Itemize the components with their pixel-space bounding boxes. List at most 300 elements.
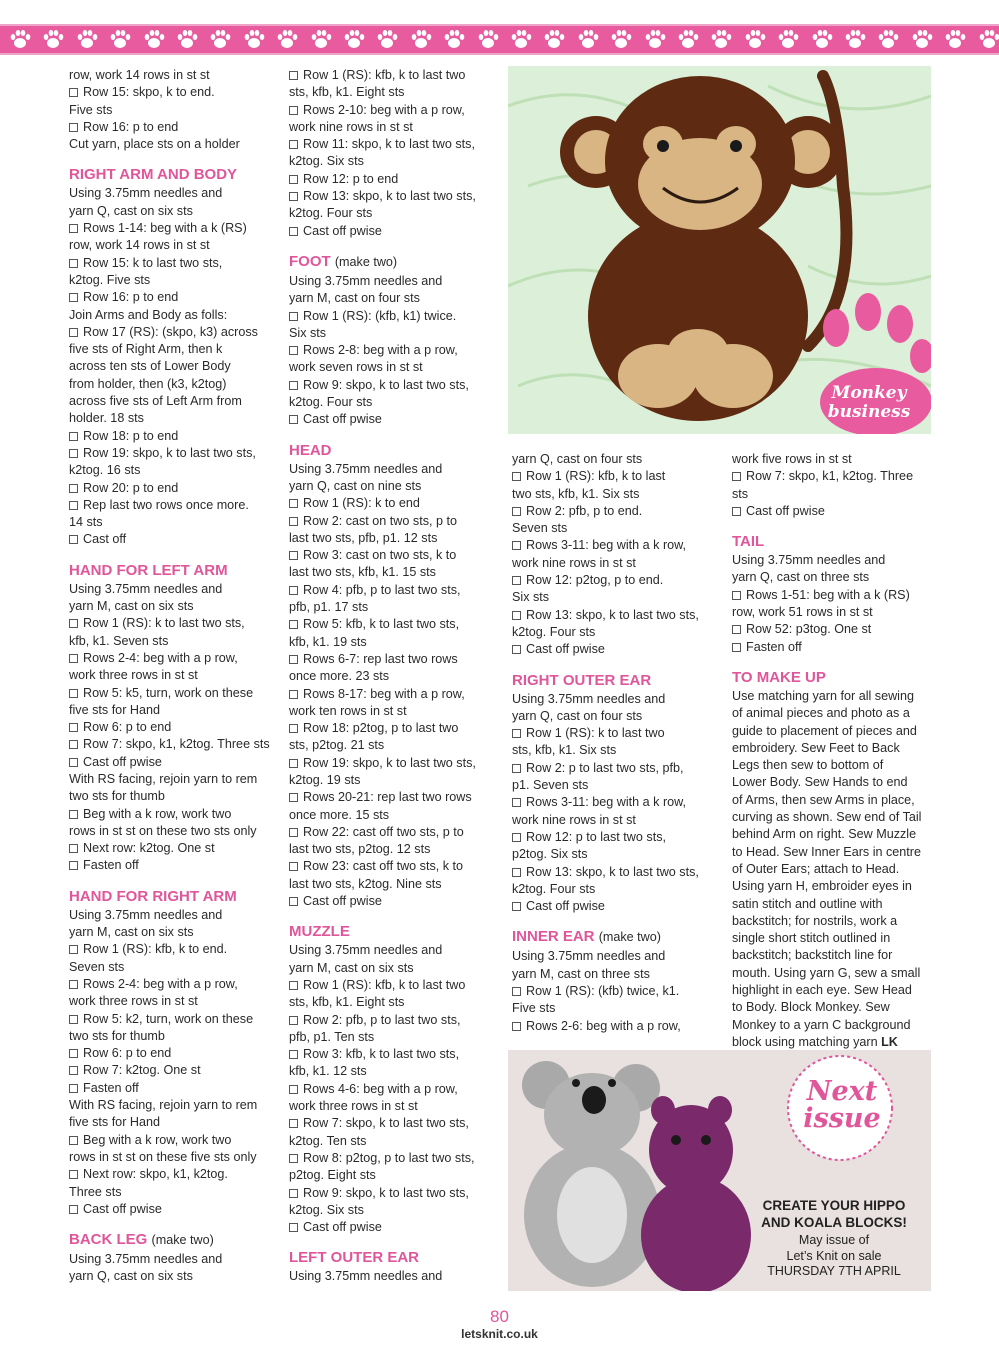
site-url[interactable]: letsknit.co.uk bbox=[461, 1327, 538, 1341]
text-line: Next row: k2tog. One st bbox=[83, 841, 215, 856]
checkbox-icon bbox=[512, 576, 521, 585]
text-line: Row 1 (RS): (kfb, k1) twice. bbox=[303, 308, 457, 323]
text-line: Row 1 (RS): kfb, k to end. bbox=[83, 942, 228, 957]
heading-head: HEAD bbox=[289, 441, 332, 459]
text-line: Row 7: skpo, k to last two sts, bbox=[303, 1116, 469, 1131]
text-line: Fasten off bbox=[83, 1080, 139, 1095]
paw-icon bbox=[676, 28, 700, 50]
text-line: Row 8: p2tog, p to last two sts, bbox=[303, 1150, 475, 1165]
text-line: Using 3.75mm needles and bbox=[69, 581, 223, 596]
text-line: k2tog. Five sts bbox=[69, 272, 151, 287]
heading-foot bbox=[289, 252, 494, 272]
checkbox-icon bbox=[289, 192, 298, 201]
headline-line: AND KOALA BLOCKS! bbox=[761, 1215, 907, 1230]
badge-line: business bbox=[827, 402, 911, 422]
paw-icon bbox=[643, 28, 667, 50]
text-line: k2tog. Six sts bbox=[289, 1202, 364, 1217]
paw-icon bbox=[142, 28, 166, 50]
paw-icon bbox=[977, 28, 999, 50]
checkbox-icon bbox=[512, 833, 521, 842]
text-line: yarn Q, cast on six sts bbox=[69, 203, 193, 218]
text-line: mouth. Using yarn G, sew a small bbox=[732, 965, 921, 980]
checkbox-icon bbox=[69, 123, 78, 132]
text-line: once more. 23 sts bbox=[289, 669, 390, 684]
text-line: Row 22: cast off two sts, p to bbox=[303, 824, 464, 839]
sign-off: LK bbox=[881, 1034, 898, 1049]
checkbox-icon bbox=[512, 507, 521, 516]
checkbox-icon bbox=[69, 980, 78, 989]
checkbox-icon bbox=[69, 449, 78, 458]
heading-note: (make two) bbox=[151, 1233, 214, 1248]
text-line: Row 1 (RS): (kfb) twice, k1. bbox=[526, 984, 680, 999]
checkbox-icon bbox=[289, 586, 298, 595]
text-line: to Body. Block Monkey. Sew bbox=[732, 1000, 890, 1015]
text-line: Cut yarn, place sts on a holder bbox=[69, 137, 240, 152]
text-line: Using 3.75mm needles and bbox=[732, 553, 886, 568]
checkbox-icon bbox=[289, 897, 298, 906]
text-line: of animal pieces and photo as a bbox=[732, 706, 910, 721]
text-line: k2tog. Four sts bbox=[512, 881, 596, 896]
text-line: work ten rows in st st bbox=[289, 703, 407, 718]
paw-icon bbox=[242, 28, 266, 50]
text-line: two sts for thumb bbox=[69, 1028, 165, 1043]
paw-icon bbox=[810, 28, 834, 50]
checkbox-icon bbox=[69, 1015, 78, 1024]
text-line: Cast off pwise bbox=[746, 503, 825, 518]
text-line: from holder, then (k3, k2tog) bbox=[69, 376, 227, 391]
checkbox-icon bbox=[289, 415, 298, 424]
text-line: Six sts bbox=[512, 590, 550, 605]
text-line: Rows 2-4: beg with a p row, bbox=[83, 976, 238, 991]
checkbox-icon bbox=[512, 868, 521, 877]
text-line: Cast off pwise bbox=[303, 223, 382, 238]
text-line: work three rows in st st bbox=[69, 668, 198, 683]
checkbox-icon bbox=[512, 541, 521, 550]
paw-icon bbox=[943, 28, 967, 50]
text-line: Beg with a k row, work two bbox=[83, 806, 232, 821]
text-line: Row 6: p to end bbox=[83, 1046, 172, 1061]
checkbox-icon bbox=[732, 472, 741, 481]
text-line: yarn M, cast on four sts bbox=[289, 291, 420, 306]
text-line: yarn M, cast on six sts bbox=[69, 925, 194, 940]
text-line: five sts for Hand bbox=[69, 702, 160, 717]
checkbox-icon bbox=[289, 1154, 298, 1163]
paw-icon bbox=[442, 28, 466, 50]
text-line: Row 23: cast off two sts, k to bbox=[303, 859, 464, 874]
text-line: Row 1 (RS): kfb, k to last two bbox=[303, 977, 466, 992]
heading-right-outer-ear: RIGHT OUTER EAR bbox=[512, 671, 652, 689]
paw-icon bbox=[776, 28, 800, 50]
text-line: Row 5: k5, turn, work on these bbox=[83, 685, 254, 700]
paw-icon bbox=[542, 28, 566, 50]
text-line: backstitch; backstitch line for bbox=[732, 948, 893, 963]
text-line: Rep last two rows once more. bbox=[83, 497, 249, 512]
checkbox-icon bbox=[69, 1136, 78, 1145]
paw-icon bbox=[75, 28, 99, 50]
text-line: Fasten off bbox=[83, 858, 139, 873]
text-line: Cast off pwise bbox=[526, 642, 605, 657]
text-line: sts, kfb, k1. Eight sts bbox=[289, 85, 405, 100]
paw-icon bbox=[476, 28, 500, 50]
text-line: kfb, k1. 19 sts bbox=[289, 634, 367, 649]
text-line: yarn Q, cast on six sts bbox=[69, 1269, 193, 1284]
column-1 bbox=[69, 67, 274, 1286]
text-line: Join Arms and Body as folls: bbox=[69, 307, 228, 322]
info-line: May issue of bbox=[798, 1233, 870, 1247]
checkbox-icon bbox=[289, 227, 298, 236]
text-line: Row 9: skpo, k to last two sts, bbox=[303, 377, 469, 392]
text-line: Rows 2-8: beg with a p row, bbox=[303, 343, 458, 358]
checkbox-icon bbox=[289, 1223, 298, 1232]
checkbox-icon bbox=[289, 381, 298, 390]
text-line: five sts for Hand bbox=[69, 1115, 160, 1130]
text-line: row, work 14 rows in st st bbox=[69, 68, 210, 82]
badge-line: Monkey bbox=[831, 383, 907, 403]
text-line: kfb, k1. 12 sts bbox=[289, 1064, 367, 1079]
monkey-illustration bbox=[508, 66, 931, 434]
text-line: work three rows in st st bbox=[289, 1099, 418, 1114]
text-line: Row 7: skpo, k1, k2tog. Three sts bbox=[732, 469, 914, 501]
text-line: behind Arm on right. Sew Muzzle bbox=[732, 827, 917, 842]
text-line: Row 12: p to last two sts, bbox=[526, 829, 666, 844]
text-line: work nine rows in st st bbox=[289, 119, 413, 134]
heading-muzzle: MUZZLE bbox=[289, 923, 350, 941]
text-line: Row 1 (RS): kfb, k to last two bbox=[303, 68, 466, 82]
text-line: across ten sts of Lower Body bbox=[69, 359, 231, 374]
text-line: Row 4: pfb, p to last two sts, bbox=[303, 582, 461, 597]
text-line: Row 2: p to last two sts, pfb, bbox=[526, 760, 684, 775]
text-line: Row 13: skpo, k to last two sts, bbox=[526, 607, 699, 622]
heading-note: (make two) bbox=[598, 930, 661, 945]
heading-note: (make two) bbox=[334, 254, 398, 269]
checkbox-icon bbox=[69, 1084, 78, 1093]
paw-icon bbox=[843, 28, 867, 50]
checkbox-icon bbox=[69, 328, 78, 337]
checkbox-icon bbox=[69, 224, 78, 233]
column-3 bbox=[512, 451, 722, 1035]
checkbox-icon bbox=[289, 346, 298, 355]
text-line: Cast off pwise bbox=[526, 899, 605, 914]
text-line: last two sts, p2tog. 12 sts bbox=[289, 842, 431, 857]
text-line: With RS facing, rejoin yarn to rem bbox=[69, 771, 258, 786]
checkbox-icon bbox=[69, 535, 78, 544]
checkbox-icon bbox=[69, 88, 78, 97]
paw-icon bbox=[743, 28, 767, 50]
text-line: Rows 2-6: beg with a p row, bbox=[526, 1018, 681, 1033]
text-line: Row 12: p2tog, p to end. bbox=[526, 573, 664, 588]
page-number: 80 bbox=[490, 1307, 509, 1326]
text-line: last two sts, pfb, p1. 12 sts bbox=[289, 530, 438, 545]
paw-icon bbox=[876, 28, 900, 50]
checkbox-icon bbox=[289, 1050, 298, 1059]
text-line: last two sts, kfb, k1. 15 sts bbox=[289, 565, 436, 580]
checkbox-icon bbox=[69, 484, 78, 493]
text-line: yarn Q, cast on four sts bbox=[512, 452, 643, 466]
text-line: Row 16: p to end bbox=[83, 290, 179, 305]
text-line: Using 3.75mm needles and bbox=[69, 907, 223, 922]
text-line: yarn M, cast on six sts bbox=[289, 960, 414, 975]
checkbox-icon bbox=[289, 71, 298, 80]
checkbox-icon bbox=[69, 1170, 78, 1179]
checkbox-icon bbox=[69, 758, 78, 767]
paw-icon bbox=[910, 28, 934, 50]
text-line: block using matching yarn bbox=[732, 1034, 878, 1049]
next-issue-info bbox=[742, 1233, 926, 1280]
heading-text: INNER EAR bbox=[512, 928, 595, 946]
text-line: embroidery. Sew Feet to Back bbox=[732, 740, 900, 755]
paw-icon bbox=[375, 28, 399, 50]
checkbox-icon bbox=[732, 591, 741, 600]
text-line: yarn Q, cast on four sts bbox=[512, 708, 643, 723]
heading-tail: TAIL bbox=[732, 533, 765, 551]
heading-text: FOOT bbox=[289, 252, 331, 270]
text-line: Legs then sew to bottom of bbox=[732, 758, 884, 773]
text-line: Five sts bbox=[69, 102, 113, 117]
text-line: Using 3.75mm needles and bbox=[289, 461, 443, 476]
paw-icon bbox=[709, 28, 733, 50]
text-line: k2tog. Four sts bbox=[512, 624, 596, 639]
text-line: Using 3.75mm needles and bbox=[69, 186, 223, 201]
checkbox-icon bbox=[69, 740, 78, 749]
text-line: Row 19: skpo, k to last two sts, bbox=[83, 445, 256, 460]
text-line: Rows 2-4: beg with a p row, bbox=[83, 650, 238, 665]
text-line: Row 19: skpo, k to last two sts, bbox=[303, 755, 476, 770]
checkbox-icon bbox=[69, 501, 78, 510]
checkbox-icon bbox=[732, 643, 741, 652]
text-line: satin stitch and outline with bbox=[732, 896, 883, 911]
text-line: Rows 8-17: beg with a p row, bbox=[303, 686, 465, 701]
checkbox-icon bbox=[512, 902, 521, 911]
headline-line: CREATE YOUR HIPPO bbox=[762, 1198, 906, 1213]
text-line: Row 17 (RS): (skpo, k3) across bbox=[83, 324, 258, 339]
text-line: Using 3.75mm needles and bbox=[512, 949, 666, 964]
text-line: yarn Q, cast on three sts bbox=[732, 570, 870, 585]
text-line: Next row: skpo, k1, k2tog. bbox=[83, 1167, 228, 1182]
checkbox-icon bbox=[69, 1049, 78, 1058]
paw-icon bbox=[509, 28, 533, 50]
text-line: Rows 6-7: rep last two rows bbox=[303, 651, 458, 666]
text-line: Row 3: kfb, k to last two sts, bbox=[303, 1047, 460, 1062]
text-line: Fasten off bbox=[746, 639, 802, 654]
checkbox-icon bbox=[289, 981, 298, 990]
checkbox-icon bbox=[289, 140, 298, 149]
text-line: Using yarn H, embroider eyes in bbox=[732, 879, 912, 894]
text-line: Row 2: pfb, p to end. bbox=[526, 503, 643, 518]
text-line: Row 20: p to end bbox=[83, 480, 179, 495]
monkey-business-badge bbox=[824, 384, 914, 422]
text-line: Row 15: skpo, k to end. bbox=[83, 85, 215, 100]
text-line: k2tog. Four sts bbox=[289, 395, 373, 410]
text-line: work nine rows in st st bbox=[512, 812, 636, 827]
checkbox-icon bbox=[289, 312, 298, 321]
text-line: curving as shown. Sew end of Tail bbox=[732, 810, 922, 825]
paw-icon bbox=[275, 28, 299, 50]
text-line: Six sts bbox=[289, 325, 327, 340]
checkbox-icon bbox=[69, 654, 78, 663]
text-line: Row 6: p to end bbox=[83, 720, 172, 735]
text-line: two sts for thumb bbox=[69, 789, 165, 804]
text-line: rows in st st on these five sts only bbox=[69, 1149, 257, 1164]
text-line: Using 3.75mm needles and bbox=[289, 273, 443, 288]
text-line: Row 1 (RS): kfb, k to last bbox=[526, 469, 666, 484]
checkbox-icon bbox=[69, 1066, 78, 1075]
column-4 bbox=[732, 451, 932, 1051]
text-line: Rows 20-21: rep last two rows bbox=[303, 790, 472, 805]
checkbox-icon bbox=[289, 517, 298, 526]
text-line: k2tog. 16 sts bbox=[69, 463, 141, 478]
text-line: Row 13: skpo, k to last two sts, bbox=[303, 189, 476, 204]
text-line: Five sts bbox=[512, 1001, 556, 1016]
text-line: pfb, p1. Ten sts bbox=[289, 1029, 375, 1044]
text-line: Rows 3-11: beg with a k row, bbox=[526, 538, 687, 553]
text-line: single short stitch outlined in bbox=[732, 931, 891, 946]
checkbox-icon bbox=[289, 1085, 298, 1094]
checkbox-icon bbox=[69, 619, 78, 628]
title-line: issue bbox=[803, 1103, 881, 1134]
text-line: guide to placement of pieces and bbox=[732, 723, 917, 738]
checkbox-icon bbox=[289, 499, 298, 508]
paw-icon bbox=[175, 28, 199, 50]
heading-inner-ear bbox=[512, 927, 722, 947]
checkbox-icon bbox=[289, 793, 298, 802]
text-line: two sts, kfb, k1. Six sts bbox=[512, 486, 640, 501]
text-line: of Outer Ears; attach to Head. bbox=[732, 861, 900, 876]
text-line: Seven sts bbox=[69, 959, 125, 974]
text-line: k2tog. Ten sts bbox=[289, 1133, 367, 1148]
paw-icon bbox=[409, 28, 433, 50]
checkbox-icon bbox=[512, 1022, 521, 1031]
text-line: once more. 15 sts bbox=[289, 807, 390, 822]
checkbox-icon bbox=[69, 689, 78, 698]
text-line: Using 3.75mm needles and bbox=[289, 1269, 443, 1284]
column-2 bbox=[289, 67, 494, 1286]
checkbox-icon bbox=[512, 611, 521, 620]
checkbox-icon bbox=[289, 828, 298, 837]
text-line: Seven sts bbox=[512, 521, 568, 536]
checkbox-icon bbox=[69, 844, 78, 853]
text-line: Monkey to a yarn C background bbox=[732, 1017, 911, 1032]
text-line: Row 1 (RS): k to end bbox=[303, 496, 420, 511]
text-line: work nine rows in st st bbox=[512, 555, 636, 570]
text-line: Row 5: k2, turn, work on these bbox=[83, 1011, 254, 1026]
text-line: Row 1 (RS): k to last two bbox=[526, 726, 665, 741]
paw-icon bbox=[41, 28, 65, 50]
info-line: Let’s Knit on sale bbox=[786, 1248, 882, 1263]
checkbox-icon bbox=[512, 729, 521, 738]
text-line: Rows 1-14: beg with a k (RS) bbox=[83, 221, 247, 236]
text-line: backstitch; for nostrils, work a bbox=[732, 913, 898, 928]
text-line: Rows 3-11: beg with a k row, bbox=[526, 795, 687, 810]
checkbox-icon bbox=[289, 620, 298, 629]
text-line: of Arms, then sew Arms in place, bbox=[732, 792, 915, 807]
checkbox-icon bbox=[69, 259, 78, 268]
text-line: to Head. Sew Inner Ears in centre bbox=[732, 844, 922, 859]
heading-back-leg bbox=[69, 1230, 274, 1250]
text-line: work five rows in st st bbox=[732, 452, 852, 466]
text-line: Row 11: skpo, k to last two sts, bbox=[303, 137, 475, 152]
heading-text: BACK LEG bbox=[69, 1231, 148, 1249]
checkbox-icon bbox=[69, 945, 78, 954]
text-line: Row 2: cast on two sts, p to bbox=[303, 513, 457, 528]
text-line: Row 12: p to end bbox=[303, 171, 399, 186]
checkbox-icon bbox=[289, 655, 298, 664]
heading-right-arm-and-body: RIGHT ARM AND BODY bbox=[69, 166, 238, 184]
text-line: Rows 4-6: beg with a p row, bbox=[303, 1081, 458, 1096]
checkbox-icon bbox=[732, 507, 741, 516]
text-line: Row 18: p to end bbox=[83, 428, 179, 443]
text-line: Using 3.75mm needles and bbox=[289, 943, 443, 958]
text-line: Three sts bbox=[69, 1184, 122, 1199]
text-line: p2tog. Eight sts bbox=[289, 1168, 376, 1183]
checkbox-icon bbox=[69, 293, 78, 302]
text-line: Using 3.75mm needles and bbox=[69, 1252, 223, 1267]
text-line: work seven rows in st st bbox=[289, 360, 423, 375]
text-line: yarn M, cast on six sts bbox=[69, 599, 194, 614]
checkbox-icon bbox=[289, 759, 298, 768]
title-line: Next bbox=[806, 1076, 878, 1107]
paw-icon bbox=[342, 28, 366, 50]
text-line: p1. Seven sts bbox=[512, 778, 589, 793]
checkbox-icon bbox=[289, 1119, 298, 1128]
checkbox-icon bbox=[69, 810, 78, 819]
text-line: sts, kfb, k1. Six sts bbox=[512, 743, 617, 758]
paw-icon bbox=[309, 28, 333, 50]
paw-icon bbox=[609, 28, 633, 50]
text-line: Cast off pwise bbox=[303, 894, 382, 909]
text-line: Lower Body. Sew Hands to end bbox=[732, 775, 908, 790]
paw-icon bbox=[208, 28, 232, 50]
checkbox-icon bbox=[289, 1016, 298, 1025]
text-line: Beg with a k row, work two bbox=[83, 1132, 232, 1147]
text-line: k2tog. 19 sts bbox=[289, 772, 361, 787]
text-line: Rows 1-51: beg with a k (RS) bbox=[746, 587, 910, 602]
text-line: highlight in each eye. Sew Head bbox=[732, 983, 912, 998]
checkbox-icon bbox=[69, 723, 78, 732]
text-line: work three rows in st st bbox=[69, 994, 198, 1009]
paw-icon bbox=[8, 28, 32, 50]
text-line: Row 52: p3tog. One st bbox=[746, 622, 872, 637]
text-line: rows in st st on these two sts only bbox=[69, 823, 257, 838]
checkbox-icon bbox=[512, 798, 521, 807]
checkbox-icon bbox=[289, 724, 298, 733]
checkbox-icon bbox=[289, 175, 298, 184]
top-paw-banner bbox=[0, 24, 999, 55]
checkbox-icon bbox=[512, 987, 521, 996]
heading-left-outer-ear: LEFT OUTER EAR bbox=[289, 1249, 419, 1267]
checkbox-icon bbox=[69, 1205, 78, 1214]
text-line: k2tog. Four sts bbox=[289, 206, 373, 221]
text-line: row, work 51 rows in st st bbox=[732, 605, 873, 620]
checkbox-icon bbox=[69, 861, 78, 870]
heading-to-make-up: TO MAKE UP bbox=[732, 668, 826, 686]
text-line: holder. 18 sts bbox=[69, 411, 144, 426]
text-line: Cast off pwise bbox=[303, 1220, 382, 1235]
text-line: Row 7: k2tog. One st bbox=[83, 1063, 201, 1078]
text-line: sts, p2tog. 21 sts bbox=[289, 738, 385, 753]
text-line: yarn Q, cast on nine sts bbox=[289, 478, 422, 493]
checkbox-icon bbox=[512, 472, 521, 481]
text-line: across five sts of Left Arm from bbox=[69, 394, 242, 409]
next-issue-headline bbox=[742, 1197, 926, 1231]
text-line: kfb, k1. Seven sts bbox=[69, 633, 169, 648]
text-line: Row 7: skpo, k1, k2tog. Three sts bbox=[83, 737, 270, 752]
checkbox-icon bbox=[289, 1189, 298, 1198]
text-line: Row 9: skpo, k to last two sts, bbox=[303, 1185, 469, 1200]
text-line: Row 13: skpo, k to last two sts, bbox=[526, 864, 699, 879]
paw-icon bbox=[576, 28, 600, 50]
text-line: Row 5: kfb, k to last two sts, bbox=[303, 617, 460, 632]
text-line: Row 3: cast on two sts, k to bbox=[303, 548, 457, 563]
